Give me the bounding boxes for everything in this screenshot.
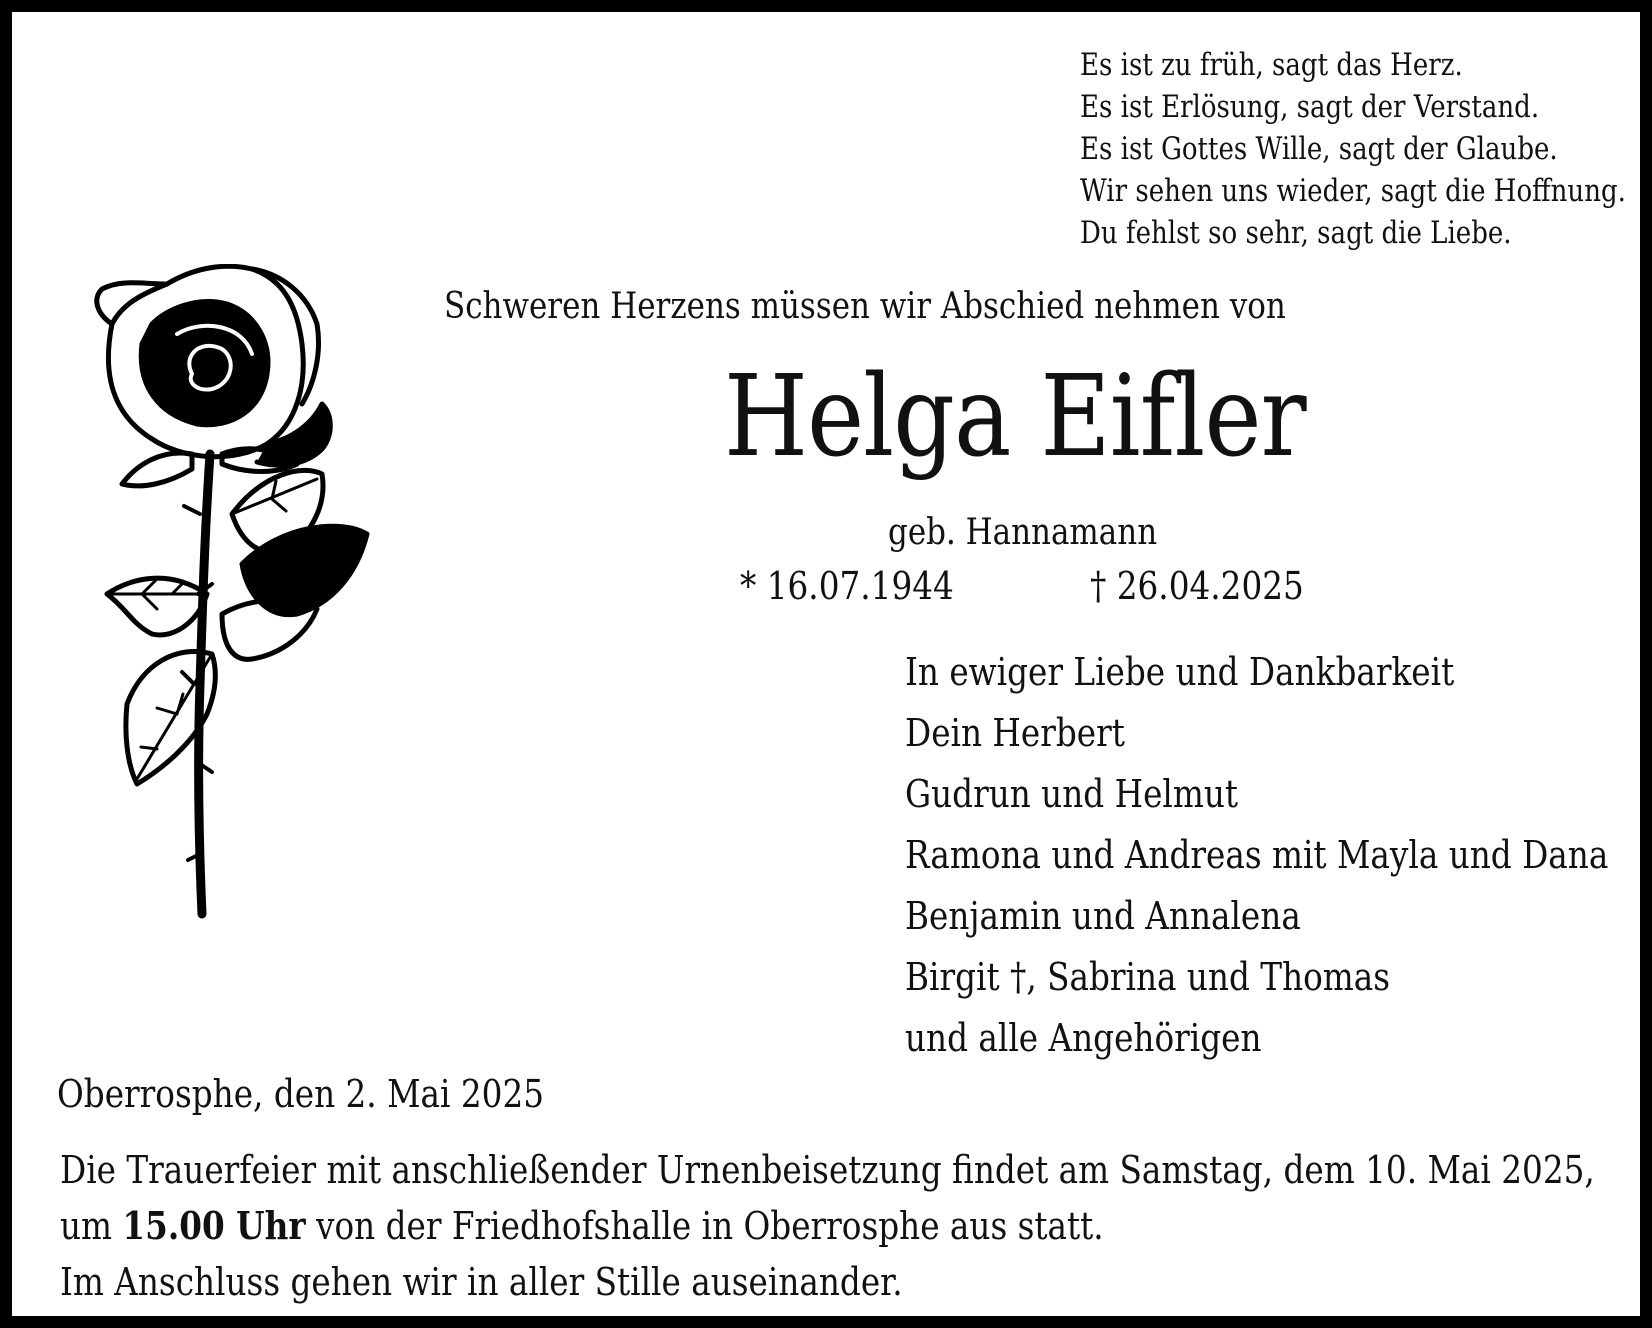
poem-line: Es ist Erlösung, sagt der Verstand. xyxy=(1080,89,1540,125)
rose-bloom-inner xyxy=(141,302,268,425)
mourner-line: In ewiger Liebe und Dankbarkeit xyxy=(905,650,1455,694)
maiden-name: geb. Hannamann xyxy=(888,512,1158,553)
rose-leaf xyxy=(107,578,207,635)
poem xyxy=(1080,44,1626,254)
mourner-line: Gudrun und Helmut xyxy=(905,772,1239,816)
birth-date: * 16.07.1944 xyxy=(740,564,954,608)
rose-illustration xyxy=(82,264,402,944)
poem-line: Wir sehen uns wieder, sagt die Hoffnung. xyxy=(1080,173,1626,209)
poem-line: Es ist zu früh, sagt das Herz. xyxy=(1080,47,1463,83)
notice-line: Die Trauerfeier mit anschließender Urnenbeisetzung findet am Samstag, dem 10. Mai 2025, xyxy=(60,1148,1595,1192)
notice-line: Im Anschluss gehen wir in aller Stille auseinander. xyxy=(60,1260,903,1304)
funeral-notice xyxy=(60,1142,1595,1310)
rose-stem xyxy=(199,454,210,914)
mourner-line: Dein Herbert xyxy=(905,711,1125,755)
mourner-line: Birgit †, Sabrina und Thomas xyxy=(905,955,1391,999)
notice-line xyxy=(60,1198,1595,1254)
death-date: † 26.04.2025 xyxy=(1090,564,1304,608)
deceased-name: Helga Eifler xyxy=(724,352,1306,482)
mourner-line: und alle Angehörigen xyxy=(905,1016,1262,1060)
intro-text: Schweren Herzens müssen wir Abschied nehmen von xyxy=(444,286,1286,327)
mourners-list xyxy=(905,642,1608,1069)
notice-suffix: von der Friedhofshalle in Oberrosphe aus statt. xyxy=(305,1204,1104,1248)
mourner-line: Benjamin und Annalena xyxy=(905,894,1301,938)
mourner-line: Ramona und Andreas mit Mayla und Dana xyxy=(905,833,1609,877)
notice-prefix: um xyxy=(60,1204,123,1248)
ceremony-time: 15.00 Uhr xyxy=(122,1203,306,1248)
poem-line: Es ist Gottes Wille, sagt der Glaube. xyxy=(1080,131,1558,167)
place-date: Oberrosphe, den 2. Mai 2025 xyxy=(57,1072,545,1116)
poem-line: Du fehlst so sehr, sagt die Liebe. xyxy=(1080,215,1512,251)
